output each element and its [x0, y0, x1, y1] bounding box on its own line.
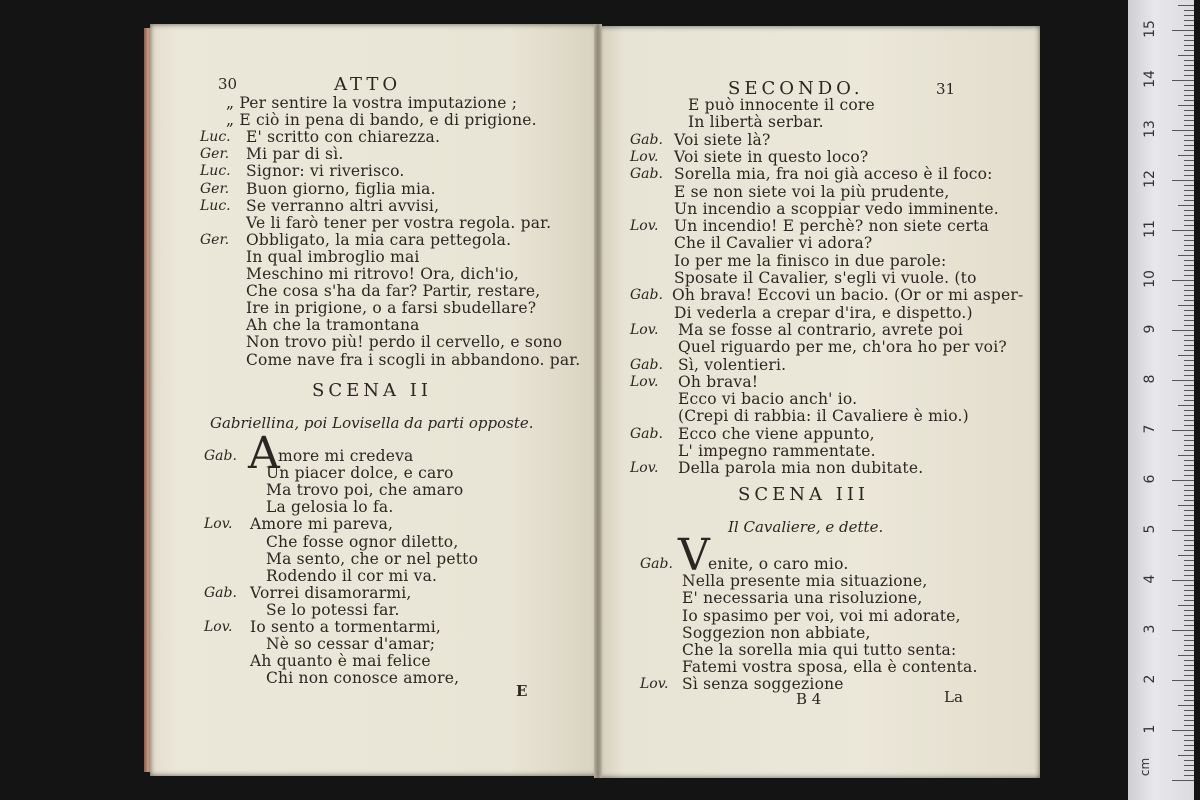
ruler-tick [1184, 775, 1194, 776]
speaker-label: Lov. [630, 321, 659, 338]
ruler-tick [1184, 135, 1194, 136]
verse-line: Sì senza soggezione [682, 675, 844, 694]
ruler-tick [1172, 230, 1194, 231]
ruler-tick [1178, 355, 1194, 356]
ruler-number: 5 [1142, 524, 1158, 534]
ruler-number: 11 [1142, 220, 1158, 238]
ruler-tick [1178, 205, 1194, 206]
ruler-tick [1184, 750, 1194, 751]
verse-line: Ah quanto è mai felice [250, 652, 431, 671]
right-scene-subtitle: Il Cavaliere, e dette. [728, 518, 884, 536]
ruler-tick [1184, 115, 1194, 116]
speaker-label: Ger. [200, 231, 230, 248]
ruler-tick [1172, 330, 1194, 331]
ruler-tick [1178, 155, 1194, 156]
verse-line: Oh brava! [678, 372, 759, 391]
verse-line: In libertà serbar. [688, 113, 824, 132]
ruler-tick [1184, 235, 1194, 236]
verse-line: „ Per sentire la vostra imputazione ; [226, 94, 518, 112]
ruler-tick [1184, 240, 1194, 241]
ruler-tick [1184, 610, 1194, 611]
ruler-tick [1172, 380, 1194, 381]
ruler-tick [1178, 705, 1194, 706]
ruler-tick [1184, 60, 1194, 61]
book-gutter [594, 24, 602, 778]
verse-line: Obbligato, la mia cara pettegola. [246, 230, 512, 249]
ruler-tick [1184, 535, 1194, 536]
speaker-label: Gab. [630, 425, 663, 442]
ruler-tick [1172, 780, 1194, 781]
ruler-tick [1184, 720, 1194, 721]
ruler-tick [1184, 35, 1194, 36]
verse-line: Un incendio a scoppiar vedo imminente. [674, 199, 999, 218]
verse-line: Che il Cavalier vi adora? [674, 234, 873, 253]
ruler-number: 2 [1142, 674, 1158, 684]
ruler-number: 1 [1142, 724, 1158, 734]
ruler-tick [1178, 505, 1194, 506]
speaker-label: Luc. [200, 197, 231, 214]
ruler-tick [1184, 325, 1194, 326]
speaker-label: Lov. [640, 676, 669, 693]
verse-line: Un incendio! E perchè? non siete certa [674, 217, 989, 236]
ruler-tick [1184, 675, 1194, 676]
ruler-tick [1184, 625, 1194, 626]
ruler-tick [1184, 390, 1194, 391]
speaker-label: Luc. [200, 163, 231, 180]
ruler-tick [1184, 360, 1194, 361]
ruler-tick [1178, 105, 1194, 106]
verse-line: Chi non conosce amore, [266, 669, 460, 688]
ruler-tick [1184, 270, 1194, 271]
ruler-tick [1172, 180, 1194, 181]
ruler-tick [1178, 55, 1194, 56]
ruler-number: 9 [1142, 324, 1158, 334]
ruler-tick [1184, 400, 1194, 401]
ruler-tick [1184, 145, 1194, 146]
speaker-label: Lov. [630, 373, 659, 390]
ruler-tick [1172, 530, 1194, 531]
ruler-tick [1184, 75, 1194, 76]
ruler-tick [1184, 685, 1194, 686]
verse-line: Ah che la tramontana [246, 316, 420, 335]
ruler-number: 4 [1142, 574, 1158, 584]
verse-line: Meschino mi ritrovo! Ora, dich'io, [246, 265, 520, 283]
ruler-tick [1172, 480, 1194, 481]
speaker-label: Gab. [630, 356, 663, 373]
ruler-tick [1184, 265, 1194, 266]
left-scene-subtitle: Gabriellina, poi Lovisella da parti opposte. [210, 414, 534, 432]
ruler-tick [1178, 605, 1194, 606]
left-drop-cap: A [248, 428, 280, 479]
ruler-tick [1184, 340, 1194, 341]
ruler-tick [1172, 580, 1194, 581]
ruler-tick [1184, 690, 1194, 691]
ruler-tick [1184, 285, 1194, 286]
speaker-label: Gab. [204, 448, 237, 464]
ruler-number: 13 [1142, 120, 1158, 138]
ruler-tick [1178, 655, 1194, 656]
verse-line: Voi siete in questo loco? [674, 147, 869, 166]
verse-line: Ire in prigione, o a farsi sbudellare? [246, 299, 537, 318]
speaker-label: Ger. [200, 180, 230, 197]
speaker-label: Lov. [630, 218, 659, 235]
ruler-tick [1184, 560, 1194, 561]
right-signature: B 4 [796, 690, 822, 708]
verse-line: Ma trovo poi, che amaro [266, 481, 464, 500]
ruler-tick [1178, 405, 1194, 406]
ruler-tick [1184, 600, 1194, 601]
left-page-number: 30 [218, 75, 238, 93]
ruler-tick [1184, 200, 1194, 201]
left-running-head: ATTO [334, 74, 402, 95]
ruler-tick [1184, 125, 1194, 126]
speaker-label: Gab. [630, 166, 663, 183]
verse-line: Di vederla a crepar d'ira, e dispetto.) [674, 303, 973, 322]
ruler-tick [1184, 95, 1194, 96]
verse-line: Se verranno altri avvisi, [246, 196, 440, 215]
ruler-tick [1184, 50, 1194, 51]
ruler-tick [1184, 165, 1194, 166]
ruler-tick [1184, 310, 1194, 311]
ruler-tick [1184, 40, 1194, 41]
ruler-tick [1184, 385, 1194, 386]
speaker-label: Gab. [640, 556, 673, 572]
verse-line: Quel riguardo per me, ch'ora ho per voi? [678, 338, 1007, 357]
ruler-tick [1184, 110, 1194, 111]
ruler-tick [1184, 445, 1194, 446]
right-scene-title: SCENA III [738, 484, 870, 505]
verse-line: E' necessaria una risoluzione, [682, 589, 923, 608]
ruler-tick [1184, 670, 1194, 671]
verse-line: Soggezion non abbiate, [682, 623, 871, 642]
speaker-label: Ger. [200, 146, 230, 163]
verse-line: Oh brava! Eccovi un bacio. (Or or mi asper- [672, 286, 1024, 305]
ruler-tick [1184, 695, 1194, 696]
ruler-tick [1184, 545, 1194, 546]
ruler-tick [1184, 735, 1194, 736]
speaker-label: Lov. [204, 516, 233, 533]
ruler-tick [1184, 290, 1194, 291]
ruler-tick [1184, 495, 1194, 496]
ruler-tick [1184, 220, 1194, 221]
ruler-tick [1184, 700, 1194, 701]
ruler-tick [1184, 295, 1194, 296]
verse-line: Sposate il Cavalier, s'egli vi vuole. (to [674, 269, 977, 287]
ruler-tick [1184, 475, 1194, 476]
ruler-tick [1184, 20, 1194, 21]
ruler-tick [1178, 305, 1194, 306]
ruler-tick [1184, 45, 1194, 46]
ruler-tick [1184, 215, 1194, 216]
verse-line: Nella presente mia situazione, [682, 572, 928, 591]
verse-line: Voi siete là? [674, 130, 771, 149]
verse-line: Che la sorella mia qui tutto senta: [682, 641, 957, 659]
ruler-tick [1184, 765, 1194, 766]
ruler-tick [1184, 25, 1194, 26]
ruler-number: 14 [1142, 70, 1158, 88]
right-catchword: La [944, 688, 963, 706]
ruler-tick [1184, 540, 1194, 541]
ruler-tick [1172, 280, 1194, 281]
ruler-number: 15 [1142, 20, 1158, 38]
verse-line: Che cosa s'ha da far? Partir, restare, [246, 282, 541, 301]
ruler-tick [1184, 250, 1194, 251]
verse-line: Signor: vi riverisco. [246, 162, 405, 181]
ruler-tick [1184, 370, 1194, 371]
speaker-label: Lov. [204, 619, 233, 635]
verse-line: La gelosia lo fa. [266, 498, 394, 517]
ruler-tick [1178, 555, 1194, 556]
ruler-tick [1184, 635, 1194, 636]
ruler-tick [1184, 375, 1194, 376]
speaker-label: Gab. [204, 584, 237, 601]
ruler-tick [1184, 470, 1194, 471]
left-catchword: E [516, 682, 528, 700]
ruler-tick [1172, 680, 1194, 681]
ruler-tick [1184, 465, 1194, 466]
ruler-tick [1178, 455, 1194, 456]
verse-line: Ma se fosse al contrario, avrete poi [678, 320, 964, 339]
speaker-label: Luc. [200, 129, 231, 146]
ruler-tick [1184, 515, 1194, 516]
ruler-tick [1184, 450, 1194, 451]
verse-line: Sorella mia, fra noi già acceso è il foco: [674, 165, 993, 184]
ruler-tick [1184, 525, 1194, 526]
ruler-number: 7 [1142, 424, 1158, 434]
ruler-tick [1184, 550, 1194, 551]
verse-line: In qual imbroglio mai [246, 247, 420, 266]
ruler-tick [1184, 210, 1194, 211]
ruler-tick [1184, 120, 1194, 121]
ruler-tick [1184, 620, 1194, 621]
right-page-number: 31 [936, 80, 956, 98]
verse-line: L' impegno rammentate. [678, 442, 876, 460]
ruler-tick [1184, 565, 1194, 566]
verse-line: Se lo potessi far. [266, 600, 400, 619]
ruler-tick [1184, 520, 1194, 521]
ruler-number: 12 [1142, 170, 1158, 188]
ruler-tick [1184, 10, 1194, 11]
speaker-label: Lov. [630, 460, 659, 477]
ruler-tick [1184, 320, 1194, 321]
ruler-tick [1184, 15, 1194, 16]
ruler-tick [1184, 760, 1194, 761]
ruler-tick [1184, 245, 1194, 246]
ruler-tick [1184, 415, 1194, 416]
ruler-tick [1184, 650, 1194, 651]
verse-line: (Crepi di rabbia: il Cavaliere è mio.) [678, 407, 969, 426]
ruler-tick [1184, 65, 1194, 66]
right-running-head: SECONDO. [728, 78, 864, 99]
ruler-tick [1184, 710, 1194, 711]
ruler-tick [1184, 745, 1194, 746]
verse-line: Rodendo il cor mi va. [266, 566, 438, 585]
ruler-tick [1184, 425, 1194, 426]
verse-line: Ecco che viene appunto, [678, 424, 875, 443]
left-scene-title: SCENA II [312, 380, 432, 401]
ruler-tick [1172, 130, 1194, 131]
verse-line: Amore mi pareva, [250, 515, 394, 534]
ruler-tick [1184, 315, 1194, 316]
ruler-tick [1184, 740, 1194, 741]
speaker-label: Gab. [630, 131, 663, 148]
ruler-tick [1184, 100, 1194, 101]
ruler-tick [1184, 365, 1194, 366]
verse-line: Ma sento, che or nel petto [266, 549, 479, 568]
ruler-number: 6 [1142, 474, 1158, 484]
verse-line: Buon giorno, figlia mia. [246, 179, 436, 198]
ruler-tick [1184, 170, 1194, 171]
ruler-tick [1184, 640, 1194, 641]
ruler-tick [1184, 395, 1194, 396]
ruler-tick [1184, 185, 1194, 186]
verse-line: enite, o caro mio. [708, 555, 849, 573]
ruler-tick [1184, 225, 1194, 226]
ruler-tick [1172, 30, 1194, 31]
verse-line: Io sento a tormentarmi, [250, 618, 442, 636]
ruler-tick [1184, 500, 1194, 501]
ruler-tick [1184, 160, 1194, 161]
ruler-tick [1184, 410, 1194, 411]
verse-line: Come nave fra i scogli in abbandono. par. [246, 350, 581, 369]
ruler-tick [1184, 585, 1194, 586]
verse-line: Ve li farò tener per vostra regola. par. [246, 213, 552, 232]
verse-line: Sì, volentieri. [678, 355, 787, 374]
ruler-tick [1184, 570, 1194, 571]
verse-line: Che fosse ognor diletto, [266, 532, 459, 551]
ruler-tick [1184, 460, 1194, 461]
ruler-tick [1184, 615, 1194, 616]
speaker-label: Lov. [630, 148, 659, 165]
ruler-tick [1172, 430, 1194, 431]
ruler-tick [1184, 150, 1194, 151]
ruler-number: 3 [1142, 624, 1158, 634]
ruler-tick [1184, 490, 1194, 491]
ruler-tick [1184, 85, 1194, 86]
ruler-tick [1184, 70, 1194, 71]
ruler-number: 10 [1142, 270, 1158, 288]
ruler-tick [1184, 90, 1194, 91]
ruler-tick [1172, 730, 1194, 731]
verse-line: E se non siete voi la più prudente, [674, 182, 950, 201]
ruler-tick [1184, 510, 1194, 511]
ruler-tick [1184, 595, 1194, 596]
ruler-tick [1178, 255, 1194, 256]
ruler-tick [1184, 175, 1194, 176]
ruler-tick [1184, 190, 1194, 191]
speaker-label: Gab. [630, 287, 663, 304]
verse-line: Vorrei disamorarmi, [250, 583, 412, 602]
ruler-unit-label: cm [1138, 757, 1153, 777]
measurement-ruler [1128, 0, 1194, 800]
verse-line: Della parola mia non dubitate. [678, 459, 924, 478]
ruler-tick [1184, 715, 1194, 716]
ruler-tick [1184, 300, 1194, 301]
right-drop-cap: V [678, 530, 710, 581]
ruler-tick [1184, 345, 1194, 346]
ruler-number: 8 [1142, 374, 1158, 384]
verse-line: Non trovo più! perdo il cervello, e sono [246, 333, 563, 352]
ruler-tick [1184, 435, 1194, 436]
verse-line: „ E ciò in pena di bando, e di prigione. [226, 111, 537, 130]
ruler-tick [1184, 645, 1194, 646]
ruler-tick [1178, 5, 1194, 6]
ruler-tick [1184, 335, 1194, 336]
ruler-tick [1184, 725, 1194, 726]
ruler-tick [1172, 630, 1194, 631]
ruler-tick [1178, 755, 1194, 756]
verse-line: E può innocente il core [688, 96, 875, 114]
verse-line: Nè so cessar d'amar; [266, 635, 436, 654]
verse-line: Un piacer dolce, e caro [266, 464, 454, 483]
ruler-tick [1184, 440, 1194, 441]
verse-line: Fatemi vostra sposa, ella è contenta. [682, 658, 978, 677]
ruler-tick [1184, 575, 1194, 576]
ruler-tick [1184, 195, 1194, 196]
ruler-tick [1184, 140, 1194, 141]
verse-line: Io per me la finisco in due parole: [674, 251, 947, 270]
verse-line: more mi credeva [278, 447, 414, 465]
ruler-tick [1184, 590, 1194, 591]
ruler-tick [1184, 660, 1194, 661]
ruler-tick [1184, 275, 1194, 276]
ruler-tick [1184, 350, 1194, 351]
ruler-tick [1184, 485, 1194, 486]
verse-line: Ecco vi bacio anch' io. [678, 390, 858, 409]
ruler-tick [1184, 770, 1194, 771]
verse-line: Mi par di sì. [246, 145, 344, 164]
verse-line: Io spasimo per voi, voi mi adorate, [682, 606, 961, 625]
ruler-tick [1184, 665, 1194, 666]
ruler-tick [1184, 260, 1194, 261]
ruler-tick [1184, 420, 1194, 421]
ruler-tick [1172, 80, 1194, 81]
verse-line: E' scritto con chiarezza. [246, 128, 441, 147]
